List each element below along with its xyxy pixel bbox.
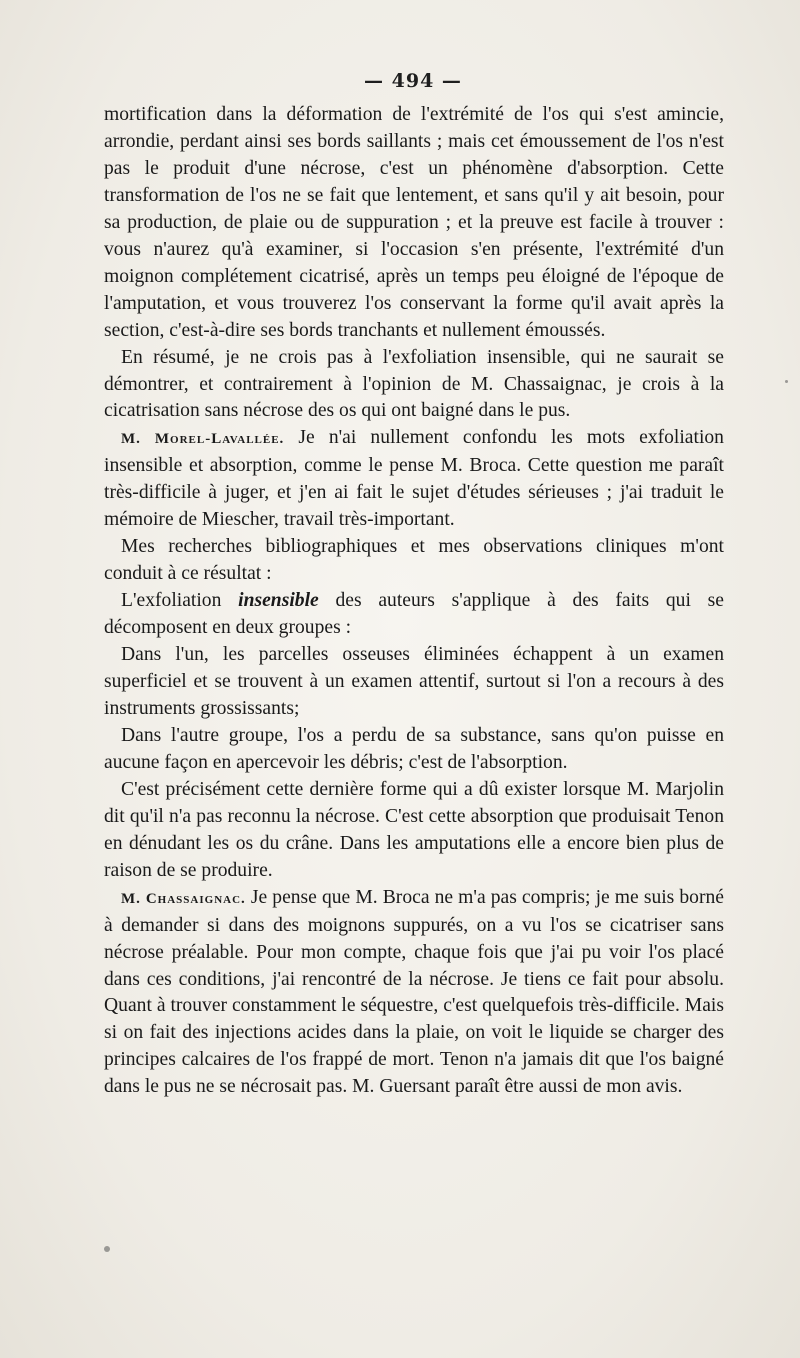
ink-speck <box>785 380 788 383</box>
paragraph-7 <box>104 723 724 777</box>
paragraph-text: Je pense que M. Broca ne m'a pas compris; je me suis borné à demander si dans des moignons suppurés, on a vu l'os se cicatriser sans nécrose préalable. Pour mon compte, chaque fois que j'ai pu voir l'os placé dans ces conditions, j'ai rencontré de la nécrose. Je tiens ce fait pour absolu. Quant à trouver constamment le séquestre, c'est quelquefois très-difficile. Mais si on fait des injections acides dans la plaie, on voit le liquide se charger des principes calcaires de l'os frappé de mort. Tenon n'a jamais dit que l'os baigné dans le pus ne se nécrosait pas. M. Guersant paraît être aussi de mon avis. <box>104 886 724 1098</box>
paragraph-text: mortification dans la déformation de l'extrémité de l'os qui s'est amincie, arrondie, perdant ainsi ses bords saillants ; mais cet émoussement de l'os n'est pas le produit d'une nécrose, c'est un phénomène d'absorption. Cette transformation de l'os ne se fait que lentement, et sans qu'il y ait besoin, pour sa production, de plaie ou de suppuration ; et la preuve est facile à trouver : vous n'aurez qu'à examiner, si l'occasion s'en présente, l'extrémité d'un moignon complétement cicatrisé, après un temps peu éloigné de l'époque de l'amputation, et vous trouverez l'os conservant la forme qu'il avait après la section, c'est-à-dire ses bords tranchants et nullement émoussés. <box>104 104 724 341</box>
body-text <box>104 102 724 1101</box>
paragraph-4 <box>104 534 724 588</box>
paragraph-text: Dans l'autre groupe, l'os a perdu de sa substance, sans qu'on puisse en aucune façon en apercevoir les débris; c'est de l'absorption. <box>104 724 724 773</box>
paragraph-text: des auteurs s'applique à des faits qui se décomposent en deux groupes : <box>104 590 724 639</box>
speaker-name: M. Morel-Lavallée. <box>121 431 285 448</box>
paragraph-5 <box>104 588 724 642</box>
paragraph-9 <box>104 885 724 1102</box>
paragraph-text: Mes recherches bibliographiques et mes observations cliniques m'ont conduit à ce résultat : <box>104 536 724 585</box>
paragraph-text: Je n'ai nullement confondu les mots exfoliation insensible et absorption, comme le pense M. Broca. Cette question me paraît très-difficile à juger, et j'en ai fait le sujet d'études sérieuses ; j'ai traduit le mémoire de Miescher, travail très-important. <box>104 427 724 531</box>
paragraph-1 <box>104 102 724 345</box>
italic-term: insensible <box>238 590 319 612</box>
paragraph-8 <box>104 777 724 885</box>
paragraph-6 <box>104 642 724 723</box>
page-number: — 494 — <box>364 70 462 92</box>
paragraph-text: C'est précisément cette dernière forme qui a dû exister lorsque M. Marjolin dit qu'il n'a pas reconnu la nécrose. C'est cette absorption que produisait Tenon en dénudant les os du crâne. Dans les amputations elle a encore bien plus de raison de se produire. <box>104 778 724 881</box>
paragraph-text: Dans l'un, les parcelles osseuses éliminées échappent à un examen superficiel et se trouvent à un examen attentif, surtout si l'on a recours à des instruments grossissants; <box>104 644 724 719</box>
paragraph-3 <box>104 425 724 534</box>
paragraph-2 <box>104 345 724 426</box>
paragraph-text: En résumé, je ne crois pas à l'exfoliation insensible, qui ne saurait se démontrer, et contrairement à l'opinion de M. Chassaignac, je crois à la cicatrisation sans nécrose des os qui ont baigné dans le pus. <box>104 346 724 422</box>
paragraph-text-before: L'exfoliation <box>121 590 239 612</box>
speaker-name: M. Chassaignac. <box>121 890 246 907</box>
ink-speck <box>104 1246 110 1252</box>
